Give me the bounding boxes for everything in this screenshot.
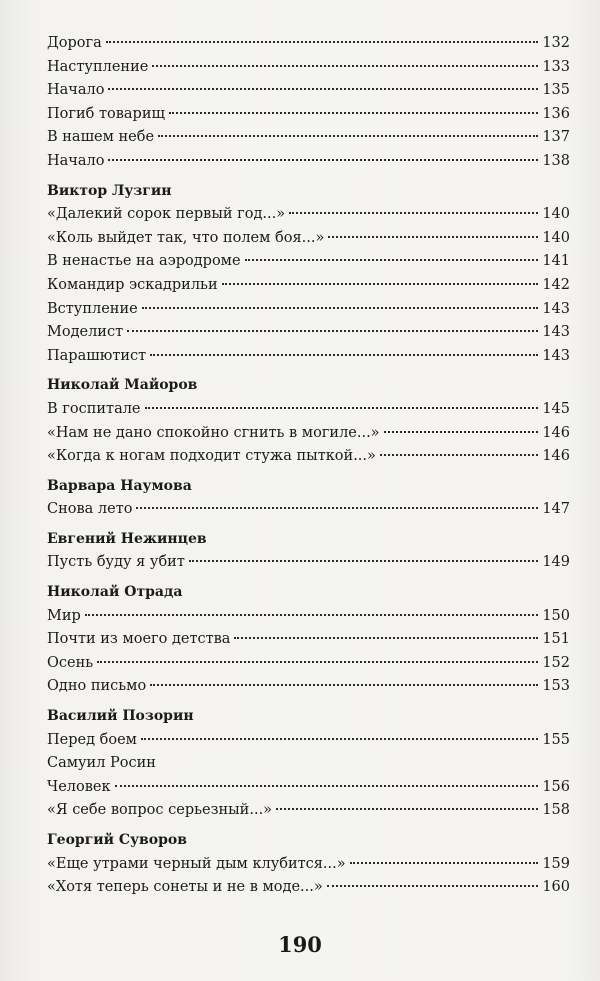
dot-leader (108, 159, 538, 161)
dot-leader (150, 684, 538, 686)
toc-entry (47, 551, 570, 575)
toc-entry (47, 321, 570, 345)
entry-title: Наступление (47, 58, 149, 75)
dot-leader (189, 560, 538, 562)
toc-entry (47, 227, 570, 251)
toc-entry (47, 398, 570, 422)
toc-entry (47, 250, 570, 274)
entry-title: Начало (47, 82, 105, 99)
dot-leader (150, 354, 538, 356)
entry-title: Самуил Росин (47, 755, 156, 772)
entry-title: «Я себе вопрос серьезный...» (47, 802, 273, 819)
entry-page-number: 151 (542, 631, 570, 648)
entry-page-number: 140 (542, 229, 570, 246)
toc-entry (47, 345, 570, 369)
dot-leader (85, 614, 539, 616)
toc-entry (47, 445, 570, 469)
entry-title: В нашем небе (47, 129, 155, 146)
entry-page-number: 143 (542, 347, 570, 364)
entry-title: Осень (47, 654, 94, 671)
dot-leader (380, 454, 538, 456)
toc-entry (47, 150, 570, 174)
toc-entry (47, 79, 570, 103)
entry-title: В госпитале (47, 400, 141, 417)
entry-page-number: 146 (542, 448, 570, 465)
entry-page-number: 140 (542, 206, 570, 223)
entry-page-number: 146 (542, 424, 570, 441)
toc-entry (47, 103, 570, 127)
entry-title: Погиб товарищ (47, 105, 165, 122)
toc-entry (47, 605, 570, 629)
dot-leader (169, 112, 538, 114)
table-of-contents (47, 32, 570, 900)
entry-title: «Коль выйдет так, что полем боя...» (47, 229, 325, 246)
toc-entry (47, 752, 570, 776)
entry-title: Одно письмо (47, 678, 147, 695)
toc-entry (47, 298, 570, 322)
toc-entry (47, 652, 570, 676)
dot-leader (328, 236, 538, 238)
entry-title: Перед боем (47, 731, 137, 748)
entry-title: «Хотя теперь сонеты и не в моде...» (47, 879, 323, 896)
dot-leader (350, 862, 539, 864)
toc-entry (47, 628, 570, 652)
author-heading: Виктор Лузгин (47, 182, 172, 199)
entry-page-number: 153 (542, 678, 570, 695)
entry-title: Вступление (47, 300, 138, 317)
dot-leader (152, 65, 538, 67)
toc-entry (47, 799, 570, 823)
entry-title: В ненастье на аэродроме (47, 253, 241, 270)
entry-page-number: 152 (542, 654, 570, 671)
toc-entry (47, 32, 570, 56)
entry-title: «Далекий сорок первый год...» (47, 206, 286, 223)
entry-page-number: 147 (542, 501, 570, 518)
dot-leader (289, 212, 538, 214)
dot-leader (276, 808, 538, 810)
dot-leader (142, 307, 539, 309)
toc-entry (47, 203, 570, 227)
entry-title: «Нам не дано спокойно сгнить в могиле...» (47, 424, 380, 441)
entry-page-number: 155 (542, 731, 570, 748)
toc-entry (47, 56, 570, 80)
entry-page-number: 159 (542, 855, 570, 872)
toc-entry (47, 729, 570, 753)
entry-title: Снова лето (47, 501, 133, 518)
toc-entry (47, 126, 570, 150)
toc-entry (47, 422, 570, 446)
toc-entry (47, 876, 570, 900)
dot-leader (158, 135, 538, 137)
dot-leader (108, 88, 538, 90)
author-heading: Георгий Суворов (47, 832, 187, 848)
entry-page-number: 156 (542, 778, 570, 795)
entry-page-number: 143 (542, 324, 570, 341)
toc-entry (47, 675, 570, 699)
dot-leader (97, 661, 538, 663)
toc-entry (47, 498, 570, 522)
entry-title: «Когда к ногам подходит стужа пыткой...» (47, 448, 376, 465)
entry-page-number: 141 (542, 253, 570, 270)
entry-title: Начало (47, 152, 105, 169)
entry-page-number: 150 (542, 607, 570, 624)
dot-leader (234, 637, 538, 639)
entry-page-number: 160 (542, 879, 570, 896)
dot-leader (136, 507, 538, 509)
author-heading: Николай Майоров (47, 377, 198, 394)
toc-entry (47, 274, 570, 298)
entry-title: Командир эскадрильи (47, 276, 218, 293)
entry-title: Моделист (47, 324, 124, 341)
entry-title: Почти из моего детства (47, 631, 231, 648)
entry-page-number: 138 (542, 152, 570, 169)
entry-title: «Еще утрами черный дым клубится...» (47, 855, 346, 872)
author-heading: Василий Позорин (47, 708, 194, 725)
dot-leader (106, 41, 539, 43)
dot-leader (222, 283, 539, 285)
toc-entry (47, 776, 570, 800)
entry-page-number: 142 (542, 276, 570, 293)
dot-leader (327, 885, 539, 887)
entry-page-number: 135 (542, 82, 570, 99)
entry-page-number: 136 (542, 105, 570, 122)
dot-leader (245, 259, 539, 261)
author-heading: Николай Отрада (47, 584, 183, 601)
entry-page-number: 137 (542, 129, 570, 146)
entry-page-number: 132 (542, 35, 570, 51)
dot-leader (115, 785, 539, 787)
author-heading: Варвара Наумова (47, 477, 192, 494)
entry-title: Мир (47, 607, 81, 624)
entry-page-number: 133 (542, 58, 570, 75)
toc-entry (47, 853, 570, 877)
entry-title: Человек (47, 778, 111, 795)
page-number: 190 (278, 932, 322, 957)
entry-page-number: 158 (542, 802, 570, 819)
entry-title: Парашютист (47, 347, 147, 364)
entry-title: Дорога (47, 35, 102, 51)
entry-page-number: 145 (542, 400, 570, 417)
dot-leader (127, 330, 538, 332)
dot-leader (384, 431, 539, 433)
entry-page-number: 143 (542, 300, 570, 317)
dot-leader (141, 738, 538, 740)
dot-leader (145, 407, 539, 409)
entry-page-number: 149 (542, 554, 570, 571)
author-heading: Евгений Нежинцев (47, 530, 207, 547)
entry-title: Пусть буду я убит (47, 554, 185, 571)
